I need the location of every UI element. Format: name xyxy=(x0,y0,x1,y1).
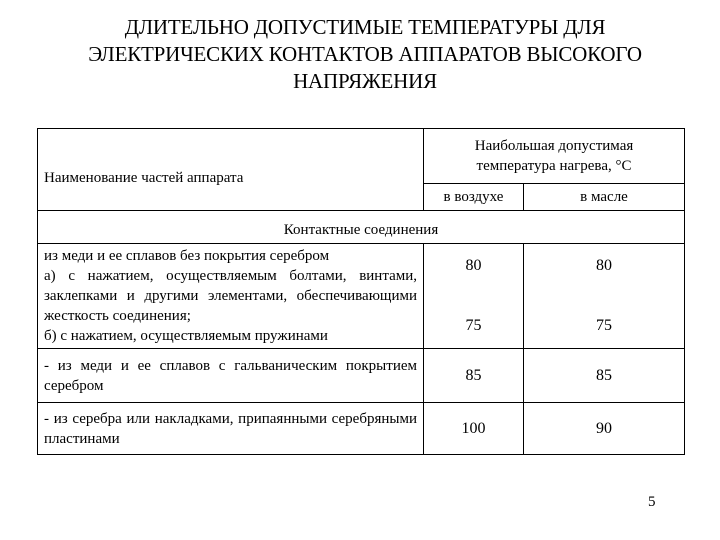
section-contact-connections: Контактные соединения xyxy=(38,211,685,244)
title-line-1: ДЛИТЕЛЬНО ДОПУСТИМЫЕ ТЕМПЕРАТУРЫ ДЛЯ xyxy=(124,15,606,39)
row-1-air-a: 80 xyxy=(465,257,482,274)
table-row xyxy=(38,403,685,455)
row-3-air: 100 xyxy=(424,403,524,455)
table-row xyxy=(38,244,685,349)
row-1-line-3: б) с нажатием, осуществляемым пружинами xyxy=(44,328,328,344)
row-2-air: 85 xyxy=(424,349,524,403)
row-1-oil-b: 75 xyxy=(596,317,612,334)
title-line-2: ЭЛЕКТРИЧЕСКИХ КОНТАКТОВ АППАРАТОВ ВЫСОКОГО xyxy=(88,42,642,66)
row-1-description xyxy=(38,244,424,349)
row-1-air xyxy=(424,244,524,349)
header-max-temp xyxy=(424,129,685,184)
row-3-oil: 90 xyxy=(524,403,685,455)
row-1-line-1: из меди и ее сплавов без покрытия серебром xyxy=(44,248,330,264)
section-row xyxy=(38,211,685,244)
row-3-description: - из серебра или накладками, припаянными серебряными пластинами xyxy=(38,403,424,455)
page-title xyxy=(20,14,710,95)
row-2-description: - из меди и ее сплавов с гальваническим покрытием серебром xyxy=(38,349,424,403)
table-header-row xyxy=(38,129,685,184)
page-number: 5 xyxy=(648,494,656,510)
subheader-oil: в масле xyxy=(524,184,685,211)
header-part-name: Наименование частей аппарата xyxy=(38,129,424,211)
temperature-table xyxy=(37,128,685,455)
row-1-oil-a: 80 xyxy=(596,257,612,274)
row-1-oil xyxy=(524,244,685,349)
header-temp-line-1: Наибольшая допустимая xyxy=(474,138,634,154)
subheader-air: в воздухе xyxy=(424,184,524,211)
title-line-3: НАПРЯЖЕНИЯ xyxy=(293,69,437,93)
table-row xyxy=(38,349,685,403)
header-temp-line-2: температура нагрева, xyxy=(476,158,616,174)
header-temp-unit: °С xyxy=(615,158,632,174)
row-1-air-b: 75 xyxy=(465,317,482,334)
row-2-oil: 85 xyxy=(524,349,685,403)
row-1-line-2: а) с нажатием, осуществляемым болтами, винтами, заклепками и другими элементами, обеспечивающими жесткость соединения; xyxy=(44,268,417,324)
